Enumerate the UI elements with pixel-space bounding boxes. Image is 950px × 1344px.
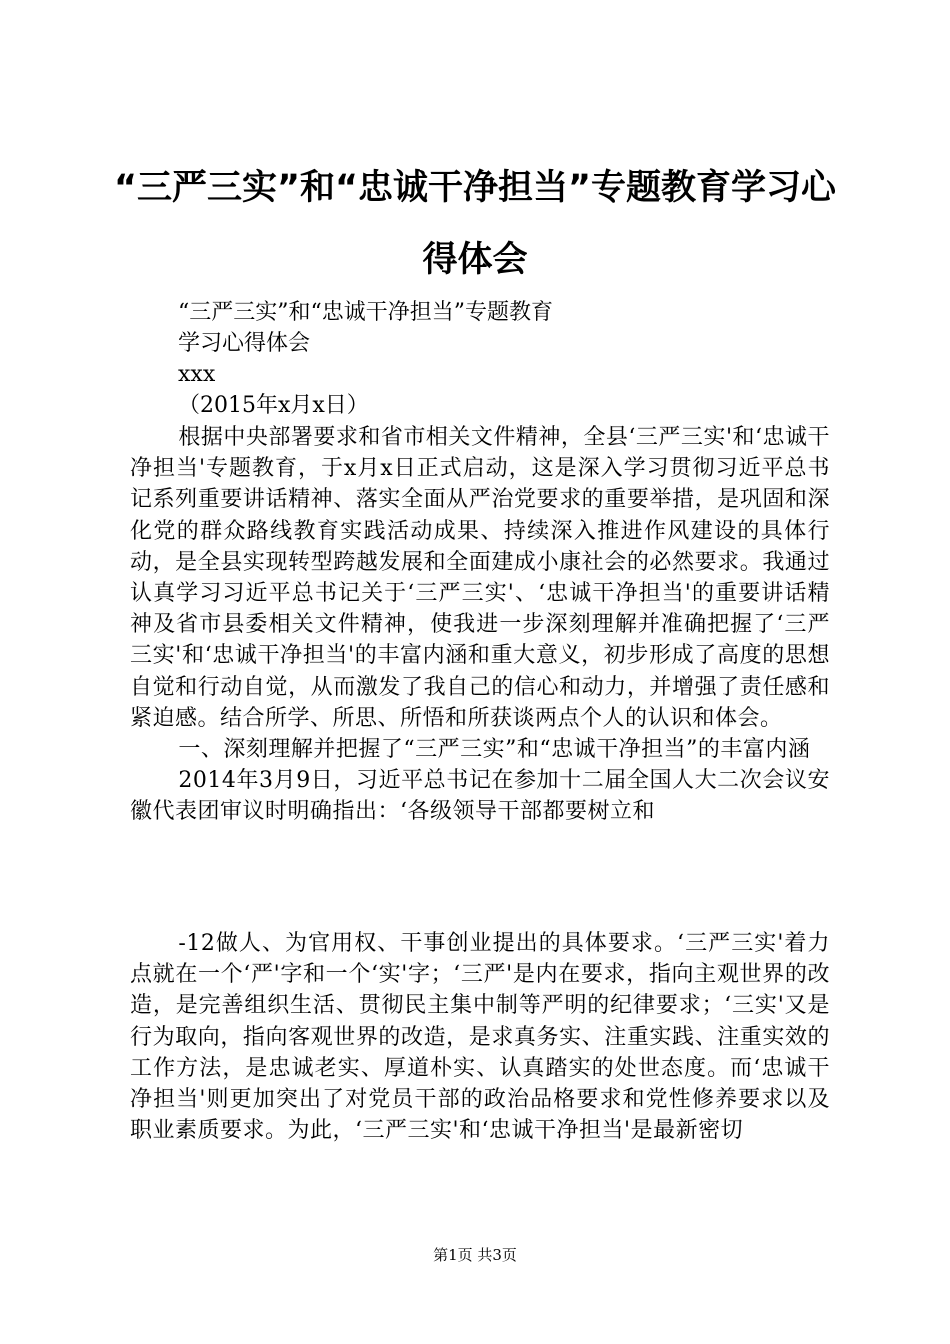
- author-name: xxx: [178, 362, 216, 387]
- body-text-block-2: [130, 928, 830, 1146]
- paragraph-continuation: -12做人、为官用权、干事创业提出的具体要求。‘三严三实'着力点就在一个‘严'字和一个‘实'字；‘三严'是内在要求，指向主观世界的改造，是完善组织生活、贯彻民主集中制等严明的纪律要求；‘三实'又是行为取向，指向客观世界的改造，是求真务实、注重实践、注重实效的工作方法，是忠诚老实、厚道朴实、认真踏实的处世态度。而‘忠诚干净担当'则更加突出了对党员干部的政治品格要求和党性修养要求以及职业素质要求。为此，‘三严三实'和‘忠诚干净担当'是最新密切: [130, 931, 830, 1144]
- body-text-block-1: [130, 422, 830, 828]
- section-heading-1: 一、深刻理解并把握了“三严三实”和“忠诚干净担当”的丰富内涵: [178, 737, 811, 763]
- paragraph-intro: 根据中央部署要求和省市相关文件精神，全县‘三严三实'和‘忠诚干净担当'专题教育，于x月x日正式启动，这是深入学习贯彻习近平总书记系列重要讲话精神、落实全面从严治党要求的重要举措，是巩固和深化党的群众路线教育实践活动成果、持续深入推进作风建设的具体行动，是全县实现转型跨越发展和全面建成小康社会的必然要求。我通过认真学习习近平总书记关于‘三严三实'、‘忠诚干净担当'的重要讲话精神及省市县委相关文件精神，使我进一步深刻理解并准确把握了‘三严三实'和‘忠诚干净担当'的丰富内涵和重大意义，初步形成了高度的思想自觉和行动自觉，从而激发了我自己的信心和动力，并增强了责任感和紧迫感。结合所学、所思、所悟和所获谈两点个人的认识和体会。: [130, 425, 830, 731]
- paragraph-quote: 2014年3月9日，习近平总书记在参加十二届全国人大二次会议安徽代表团审议时明确指出：‘各级领导干部都要树立和: [130, 768, 830, 825]
- document-title: “三严三实”和“忠诚干净担当”专题教育学习心得体会: [113, 168, 836, 280]
- page-number-footer: 第1页 共3页: [433, 1246, 517, 1264]
- subtitle-line-1: “三严三实”和“忠诚干净担当”专题教育: [178, 300, 553, 325]
- subtitle-line-2: 学习心得体会: [178, 331, 311, 356]
- document-date: （2015年x月x日）: [178, 393, 369, 418]
